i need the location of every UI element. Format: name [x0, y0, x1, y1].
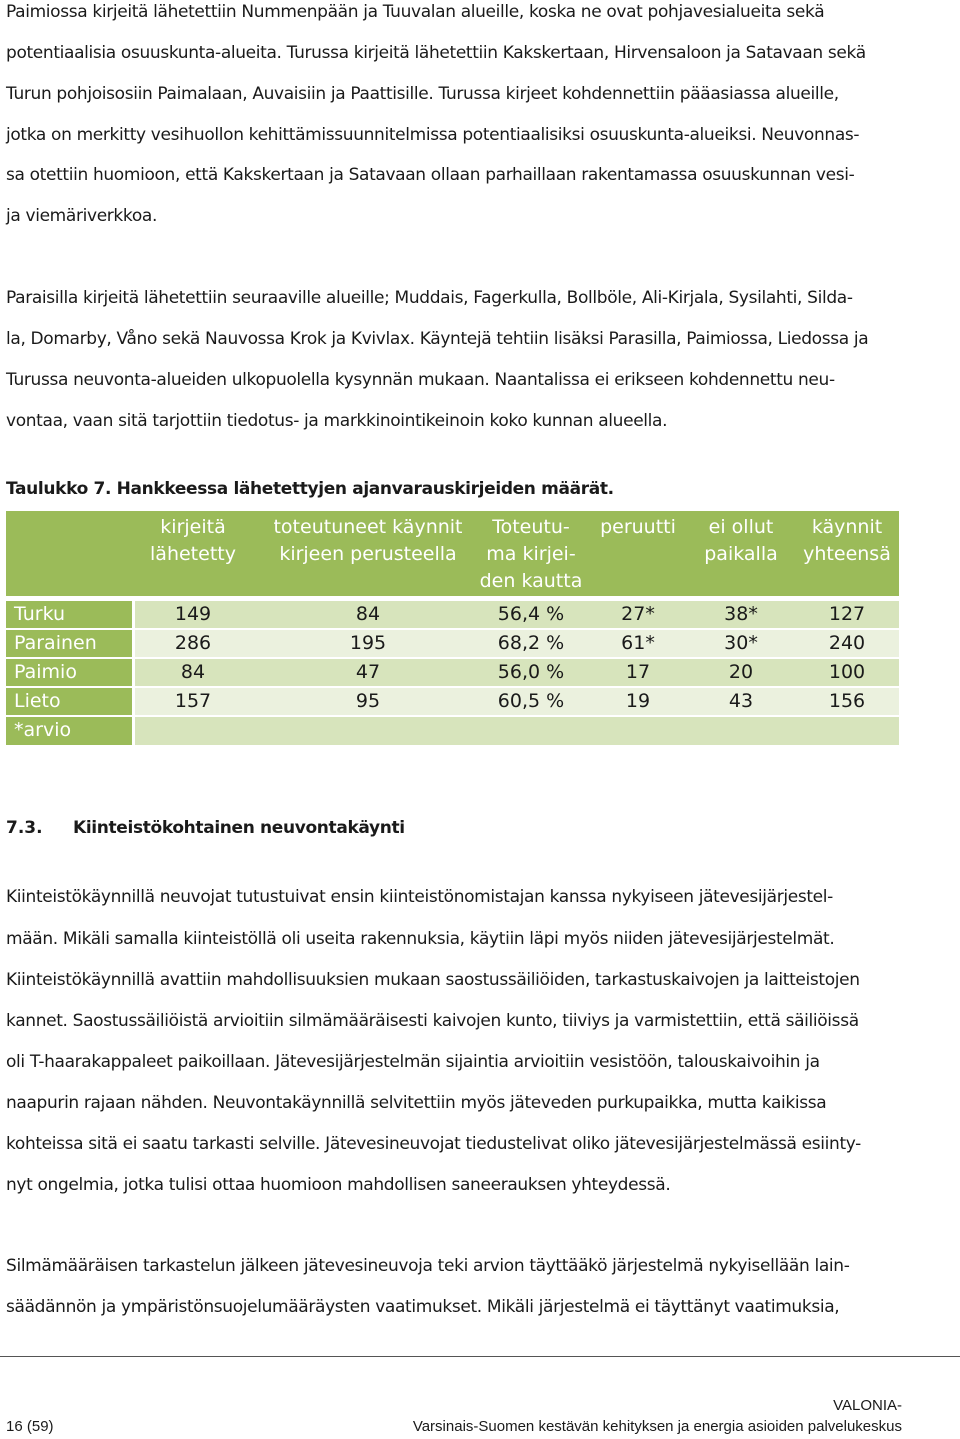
header-letters-sent: kirjeitä lähetetty [150, 516, 236, 565]
header-visits-by-letter: toteutuneet käynnit kirjeen perusteella [273, 516, 463, 565]
header-cancelled: peruutti [600, 516, 676, 538]
paragraph-1-line-5: sa otettiin huomioon, että Kakskertaan ja Satavaan ollaan parhaillaan rakentamassa osuuskunnan vesi- [6, 165, 855, 185]
table-note-row [135, 717, 899, 745]
paragraph-1-line-1: Paimiossa kirjeitä lähetettiin Nummenpään ja Tuuvalan alueille, koska ne ovat pohjavesialueita sekä [6, 2, 825, 22]
table-row: 157 95 60,5 % 19 43 156 [135, 688, 899, 715]
paragraph-3-line-2: mään. Mikäli samalla kiinteistöllä oli useita rakennuksia, käytiin läpi myös niiden jätevesijärjestelmät. [6, 929, 835, 949]
paragraph-3-line-8: nyt ongelmia, jotka tulisi ottaa huomioon mahdollisen saneerauksen yhteydessä. [6, 1175, 671, 1195]
footer-org-description: Varsinais-Suomen kestävän kehityksen ja energia asioiden palvelukeskus [412, 1418, 902, 1435]
section-title: Kiinteistökohtainen neuvontakäynti [73, 818, 405, 838]
paragraph-3-line-3: Kiinteistökäynnillä avattiin mahdollisuuksien mukaan saostussäiliöiden, tarkastuskaivojen ja laitteistojen [6, 970, 860, 990]
table-note-label: *arvio [6, 717, 132, 745]
paragraph-2-line-1: Paraisilla kirjeitä lähetettiin seuraaville alueille; Muddais, Fagerkulla, Bollböle, Ali-Kirjala, Sysilahti, Silda- [6, 288, 853, 308]
table-row: 84 47 56,0 % 17 20 100 [135, 659, 899, 686]
section-number: 7.3. [6, 818, 43, 838]
row-label-paimio: Paimio [6, 659, 132, 686]
paragraph-3-line-6: naapurin rajaan nähden. Neuvontakäynnillä selvitettiin myös jäteveden purkupaikka, mutta kaikissa [6, 1093, 827, 1113]
paragraph-2-line-2: la, Domarby, Våno sekä Nauvossa Krok ja Kvivlax. Käyntejä tehtiin lisäksi Parasilla, Paimiossa, Liedossa ja [6, 329, 869, 349]
paragraph-3-line-5: oli T-haarakappaleet paikoillaan. Jätevesijärjestelmän sijaintia arvioitiin vesistöön, talouskaivoihin ja [6, 1052, 820, 1072]
paragraph-1-line-4: jotka on merkitty vesihuollon kehittämissuunnitelmissa potentiaalisiksi osuuskunta-alueiksi. Neuvonnas- [6, 125, 860, 145]
header-realized-via-letters: Toteutu- ma kirjei- den kautta [479, 516, 583, 592]
paragraph-4-line-2: säädännön ja ympäristönsuojelumääräysten vaatimukset. Mikäli järjestelmä ei täyttänyt vaatimuksia, [6, 1297, 840, 1317]
paragraph-2-line-4: vontaa, vaan sitä tarjottiin tiedotus- ja markkinointikeinoin koko kunnan alueella. [6, 411, 668, 431]
paragraph-1-line-3: Turun pohjoisosiin Paimalaan, Auvaisiin ja Paattisille. Turussa kirjeet kohdennettiin pääasiassa alueille, [6, 84, 839, 104]
paragraph-3-line-7: kohteissa sitä ei saatu tarkasti selville. Jätevesineuvojat tiedustelivat oliko jätevesijärjestelmässä esiinty- [6, 1134, 861, 1154]
page-number: 16 (59) [6, 1418, 54, 1435]
data-table [6, 511, 899, 745]
table-row: 286 195 68,2 % 61* 30* 240 [135, 630, 899, 657]
footer-divider [0, 1356, 960, 1357]
paragraph-1-line-6: ja viemäriverkkoa. [6, 206, 157, 226]
paragraph-3-line-4: kannet. Saostussäiliöistä arvioitiin silmämääräisesti kaivojen kunto, tiiviys ja varmistettiin, että säiliöissä [6, 1011, 859, 1031]
table-caption: Taulukko 7. Hankkeessa lähetettyjen ajanvarauskirjeiden määrät. [6, 479, 614, 499]
paragraph-3-line-1: Kiinteistökäynnillä neuvojat tutustuivat ensin kiinteistönomistajan kanssa nykyiseen jätevesijärjestel- [6, 887, 833, 907]
header-not-present: ei ollut paikalla [704, 516, 778, 565]
footer-org-name: VALONIA- [833, 1397, 902, 1414]
row-label-turku: Turku [6, 601, 132, 628]
table-row: 149 84 56,4 % 27* 38* 127 [135, 601, 899, 628]
paragraph-2-line-3: Turussa neuvonta-alueiden ulkopuolella kysynnän mukaan. Naantalissa ei erikseen kohdennettu neu- [6, 370, 835, 390]
paragraph-4-line-1: Silmämääräisen tarkastelun jälkeen jätevesineuvoja teki arvion täyttääkö järjestelmä nykyisellään lain- [6, 1256, 850, 1276]
header-visits-total: käynnit yhteensä [803, 516, 891, 565]
row-label-parainen: Parainen [6, 630, 132, 657]
paragraph-1-line-2: potentiaalisia osuuskunta-alueita. Turussa kirjeitä lähetettiin Kakskertaan, Hirvensaloon ja Satavaan sekä [6, 43, 866, 63]
row-label-lieto: Lieto [6, 688, 132, 715]
